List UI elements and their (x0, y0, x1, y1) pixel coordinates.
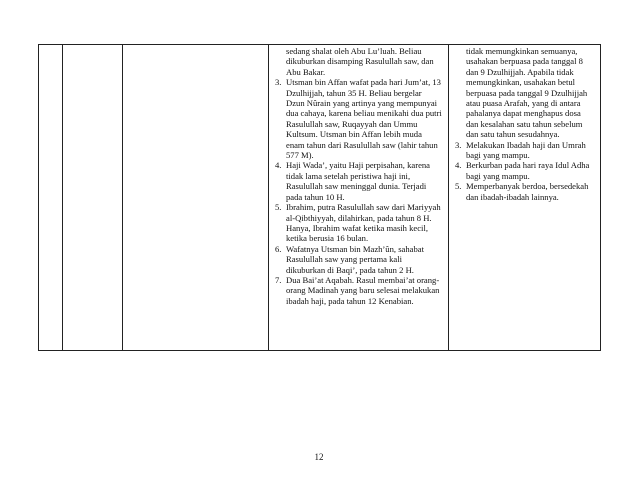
practices-cell (449, 45, 601, 351)
list-item (275, 202, 442, 244)
list-item-text: Dua Bai’at Aqabah. Rasul membai’at orang-orang Madinah yang baru selesai melakukan ibadah haji, pada tahun 12 Kenabian. (286, 274, 440, 306)
list-item-text: Utsman bin Affan wafat pada hari Jum’at, 13 Dzulhijjah, tahun 35 H. Beliau bergelar Dzun Nûrain yang artinya yang mempunyai dua cahaya, karena beliau menikahi dua putri Rasulullah saw, Ruqayyah dan Ummu Kultsum. Utsman bin Affan lebih muda enam tahun dari Rasulullah saw (lahir tahun 577 M). (286, 77, 442, 161)
list-item-number: 3. (455, 139, 462, 150)
list-item-number: 7. (275, 274, 282, 285)
column-1-cell (39, 45, 63, 351)
list-item (455, 160, 594, 181)
list-item-number: 5. (275, 202, 282, 213)
list-item-number: 6. (275, 243, 282, 254)
list-item (275, 160, 442, 202)
column-2-cell (63, 45, 123, 351)
list-item-number: 4. (455, 160, 462, 171)
list-item-text: Haji Wada’, yaitu Haji perpisahan, karena tidak lama setelah peristiwa haji ini, Rasulullah saw meninggal dunia. Terjadi pada tahun 10 H. (286, 160, 430, 202)
practices-list (455, 140, 594, 202)
list-item (275, 275, 442, 306)
practices-lead-text: tidak memungkinkan semuanya, usahakan berpuasa pada tanggal 8 dan 9 Dzulhijjah. Apabila tidak memungkinkan, usahakan betul berpuasa pada tanggal 9 Dzulhijjah atau puasa Arafah, yang di antara pahalanya dapat menghapus dosa dan kesalahan satu tahun sebelum dan satu tahun sesudahnya. (466, 46, 588, 140)
events-lead-text: sedang shalat oleh Abu Lu’luah. Beliau dikuburkan disamping Rasulullah saw, dan Abu Bakar. (286, 46, 434, 77)
list-item-text: Ibrahim, putra Rasulullah saw dari Mariyyah al-Qibthiyyah, dilahirkan, pada tahun 8 H. Hanya, Ibrahim wafat ketika masih kecil, ketika berusia 16 bulan. (286, 202, 441, 244)
list-item-text: Berkurban pada hari raya Idul Adha bagi yang mampu. (466, 160, 590, 181)
list-item (275, 244, 442, 275)
list-item (455, 140, 594, 161)
list-item-number: 3. (275, 77, 282, 88)
events-list (275, 77, 442, 306)
content-table (38, 44, 601, 351)
list-item (275, 77, 442, 160)
list-item-number: 5. (455, 181, 462, 192)
list-item (455, 181, 594, 202)
column-3-cell (123, 45, 269, 351)
events-cell (269, 45, 449, 351)
list-item-text: Melakukan Ibadah haji dan Umrah bagi yang mampu. (466, 139, 586, 161)
table-row (39, 45, 601, 351)
page-number: 12 (314, 452, 324, 462)
list-item-number: 4. (275, 160, 282, 171)
list-item-text: Memperbanyak berdoa, bersedekah dan ibadah-ibadah lainnya. (466, 181, 589, 202)
list-item-text: Wafatnya Utsman bin Mazh’ûn, sahabat Rasulullah saw yang pertama kali dikuburkan di Baqi’, pada tahun 2 H. (286, 243, 424, 275)
